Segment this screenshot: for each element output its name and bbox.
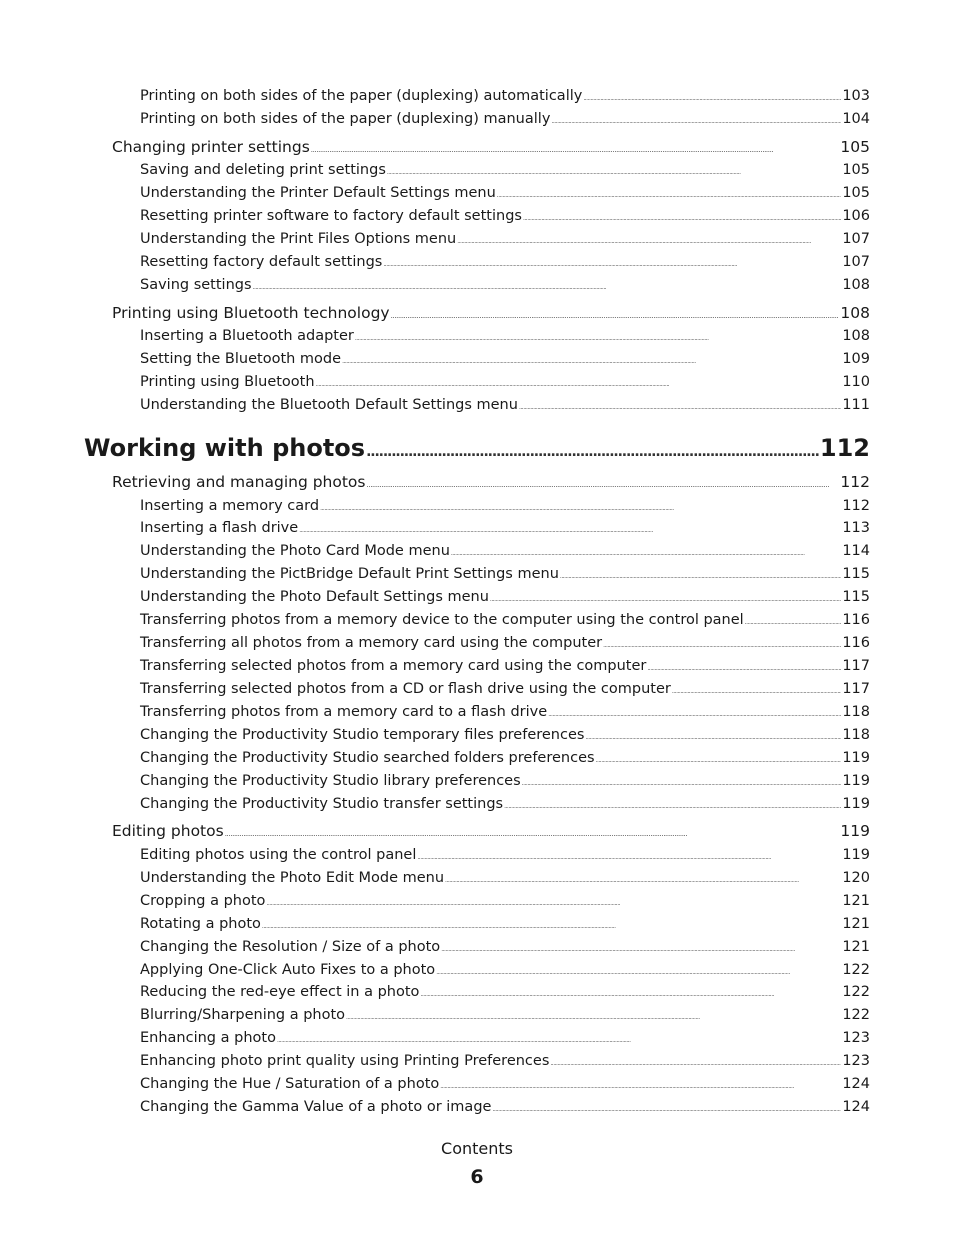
toc-entry-page: 108 [842,328,870,344]
toc-entry-title: Inserting a Bluetooth adapter [140,328,354,344]
toc-entry-title: Transferring selected photos from a memory card using the computer [140,658,647,674]
toc-entry-title: Transferring all photos from a memory card using the computer [140,635,603,651]
toc-entry-page: 122 [842,962,870,978]
toc-entry-title: Changing the Productivity Studio library preferences [140,773,521,789]
toc-dot-leader [262,923,841,930]
toc-entry-page: 105 [842,162,870,178]
toc-entry-page: 112 [819,434,870,462]
toc-dot-leader [583,95,841,102]
toc-dot-leader [420,991,841,998]
toc-subsection-entry[interactable] [140,397,870,413]
toc-entry-page: 121 [842,916,870,932]
toc-dot-leader [417,854,841,861]
toc-subsection-entry[interactable] [140,893,870,909]
toc-entry-page: 107 [842,254,870,270]
toc-entry-page: 104 [842,111,870,127]
toc-dot-leader [603,642,841,649]
toc-dot-leader [383,261,841,268]
toc-dot-leader [522,780,842,787]
toc-entry-page: 103 [842,88,870,104]
toc-subsection-entry[interactable] [140,984,870,1000]
footer-section-label: Contents [441,1139,513,1158]
toc-entry-title: Printing using Bluetooth technology [112,304,390,322]
toc-subsection-entry[interactable] [140,1053,870,1069]
toc-subsection-entry[interactable] [140,1099,870,1115]
toc-entry-title: Understanding the Photo Default Settings menu [140,589,489,605]
toc-entry-title: Reducing the red-eye effect in a photo [140,984,420,1000]
toc-entry-title: Changing the Gamma Value of a photo or image [140,1099,492,1115]
toc-dot-leader [451,550,841,557]
toc-dot-leader [492,1106,841,1113]
toc-section-entry[interactable] [112,138,870,156]
toc-subsection-entry[interactable] [140,916,870,932]
toc-entry-page: 120 [842,870,870,886]
toc-dot-leader [342,358,841,365]
toc-subsection-entry[interactable] [140,658,870,674]
toc-entry-title: Understanding the Printer Default Settings menu [140,185,496,201]
toc-entry-page: 105 [840,138,870,156]
toc-entry-title: Resetting factory default settings [140,254,383,270]
toc-subsection-entry[interactable] [140,231,870,247]
toc-subsection-entry[interactable] [140,612,870,628]
toc-subsection-entry[interactable] [140,111,870,127]
toc-entry-page: 108 [840,304,870,322]
toc-entry-page: 117 [842,681,870,697]
toc-subsection-entry[interactable] [140,1007,870,1023]
toc-dot-leader [311,146,840,154]
toc-dot-leader [391,312,840,320]
toc-dot-leader [551,118,841,125]
toc-entry-page: 122 [842,1007,870,1023]
toc-dot-leader [355,335,841,342]
toc-subsection-entry[interactable] [140,704,870,720]
toc-entry-page: 123 [842,1030,870,1046]
toc-section-entry[interactable] [112,822,870,840]
toc-dot-leader [560,573,841,580]
toc-dot-leader [497,192,842,199]
toc-subsection-entry[interactable] [140,88,870,104]
toc-entry-page: 118 [842,727,870,743]
toc-subsection-entry[interactable] [140,543,870,559]
toc-entry-page: 116 [842,612,870,628]
toc-entry-title: Transferring selected photos from a CD or flash drive using the computer [140,681,671,697]
toc-subsection-entry[interactable] [140,589,870,605]
footer-page-number: 6 [470,1166,484,1188]
toc-entry-title: Changing printer settings [112,138,310,156]
toc-entry-page: 115 [842,589,870,605]
toc-section-entry[interactable] [112,304,870,322]
toc-entry-page: 114 [842,543,870,559]
toc-entry-page: 116 [842,635,870,651]
toc-entry-page: 111 [842,397,870,413]
toc-dot-leader [266,900,841,907]
toc-dot-leader [299,527,841,534]
toc-subsection-entry[interactable] [140,162,870,178]
toc-subsection-entry[interactable] [140,870,870,886]
toc-entry-title: Changing the Productivity Studio transfer settings [140,796,504,812]
toc-entry-title: Cropping a photo [140,893,266,909]
toc-entry-page: 124 [842,1076,870,1092]
toc-dot-leader [320,505,841,512]
toc-entry-title: Printing using Bluetooth [140,374,315,390]
toc-entry-title: Retrieving and managing photos [112,473,366,491]
toc-entry-title: Printing on both sides of the paper (duplexing) manually [140,111,551,127]
toc-subsection-entry[interactable] [140,1030,870,1046]
toc-entry-title: Understanding the Photo Card Mode menu [140,543,450,559]
toc-subsection-entry[interactable] [140,635,870,651]
toc-dot-leader [436,969,841,976]
toc-subsection-entry[interactable] [140,750,870,766]
toc-entry-page: 107 [842,231,870,247]
toc-dot-leader [585,734,841,741]
toc-entry-page: 113 [842,520,870,536]
toc-dot-leader [440,1083,841,1090]
toc-dot-leader [277,1037,841,1044]
toc-entry-title: Changing the Productivity Studio temporary files preferences [140,727,585,743]
toc-dot-leader [550,1060,841,1067]
toc-entry-title: Rotating a photo [140,916,261,932]
toc-dot-leader [523,215,841,222]
toc-entry-title: Resetting printer software to factory default settings [140,208,522,224]
toc-chapter-entry[interactable] [84,434,870,462]
toc-subsection-entry[interactable] [140,208,870,224]
toc-entry-title: Editing photos [112,822,224,840]
toc-entry-title: Understanding the PictBridge Default Print Settings menu [140,566,559,582]
toc-subsection-entry[interactable] [140,520,870,536]
toc-dot-leader [367,481,840,489]
toc-entry-title: Working with photos [84,434,366,462]
toc-dot-leader [672,688,841,695]
toc-entry-page: 122 [842,984,870,1000]
toc-entry-page: 124 [842,1099,870,1115]
toc-entry-page: 121 [842,939,870,955]
toc-dot-leader [225,830,840,838]
toc-subsection-entry[interactable] [140,185,870,201]
toc-dot-leader [647,665,841,672]
toc-entry-page: 119 [842,750,870,766]
toc-subsection-entry[interactable] [140,328,870,344]
toc-entry-page: 117 [842,658,870,674]
toc-entry-title: Understanding the Photo Edit Mode menu [140,870,445,886]
toc-subsection-entry[interactable] [140,277,870,293]
toc-dot-leader [445,877,841,884]
toc-subsection-entry[interactable] [140,773,870,789]
toc-entry-title: Transferring photos from a memory card to a flash drive [140,704,548,720]
toc-entry-page: 119 [842,773,870,789]
toc-subsection-entry[interactable] [140,254,870,270]
toc-dot-leader [253,284,842,291]
toc-entry-page: 119 [842,847,870,863]
toc-dot-leader [490,596,841,603]
toc-entry-title: Understanding the Bluetooth Default Settings menu [140,397,518,413]
toc-subsection-entry[interactable] [140,939,870,955]
toc-subsection-entry[interactable] [140,566,870,582]
toc-entry-page: 112 [842,498,870,514]
toc-entry-title: Changing the Resolution / Size of a photo [140,939,441,955]
toc-entry-title: Understanding the Print Files Options menu [140,231,457,247]
toc-subsection-entry[interactable] [140,962,870,978]
toc-entry-page: 105 [842,185,870,201]
toc-entry-page: 115 [842,566,870,582]
toc-entry-page: 118 [842,704,870,720]
toc-entry-title: Setting the Bluetooth mode [140,351,342,367]
toc-subsection-entry[interactable] [140,727,870,743]
toc-entry-page: 112 [840,473,870,491]
toc-dot-leader [519,404,841,411]
toc-entry-page: 123 [842,1053,870,1069]
toc-subsection-entry[interactable] [140,374,870,390]
toc-entry-title: Saving and deleting print settings [140,162,386,178]
toc-dot-leader [504,803,841,810]
toc-entry-title: Enhancing photo print quality using Printing Preferences [140,1053,550,1069]
toc-entry-title: Blurring/Sharpening a photo [140,1007,346,1023]
toc-entry-page: 121 [842,893,870,909]
toc-entry-title: Inserting a flash drive [140,520,299,536]
toc-entry-title: Changing the Productivity Studio searched folders preferences [140,750,595,766]
toc-entry-title: Printing on both sides of the paper (duplexing) automatically [140,88,583,104]
toc-dot-leader [548,711,841,718]
toc-subsection-entry[interactable] [140,351,870,367]
toc-entry-page: 106 [842,208,870,224]
toc-dot-leader [596,757,842,764]
toc-subsection-entry[interactable] [140,498,870,514]
toc-entry-page: 108 [842,277,870,293]
toc-entry-page: 109 [842,351,870,367]
toc-dot-leader [457,238,841,245]
toc-dot-leader [387,169,841,176]
toc-dot-leader [366,444,819,460]
toc-entry-title: Transferring photos from a memory device to the computer using the control panel [140,612,744,628]
toc-entry-title: Changing the Hue / Saturation of a photo [140,1076,440,1092]
toc-section-entry[interactable] [112,473,870,491]
toc-entry-title: Applying One-Click Auto Fixes to a photo [140,962,436,978]
toc-entry-page: 110 [842,374,870,390]
toc-entry-title: Editing photos using the control panel [140,847,417,863]
toc-dot-leader [745,619,842,626]
toc-subsection-entry[interactable] [140,796,870,812]
toc-dot-leader [316,381,842,388]
toc-entry-title: Saving settings [140,277,252,293]
toc-subsection-entry[interactable] [140,847,870,863]
toc-entry-page: 119 [842,796,870,812]
toc-entry-title: Enhancing a photo [140,1030,276,1046]
toc-subsection-entry[interactable] [140,681,870,697]
toc-dot-leader [441,946,841,953]
toc-dot-leader [346,1014,841,1021]
toc-entry-title: Inserting a memory card [140,498,320,514]
toc-subsection-entry[interactable] [140,1076,870,1092]
toc-entry-page: 119 [840,822,870,840]
